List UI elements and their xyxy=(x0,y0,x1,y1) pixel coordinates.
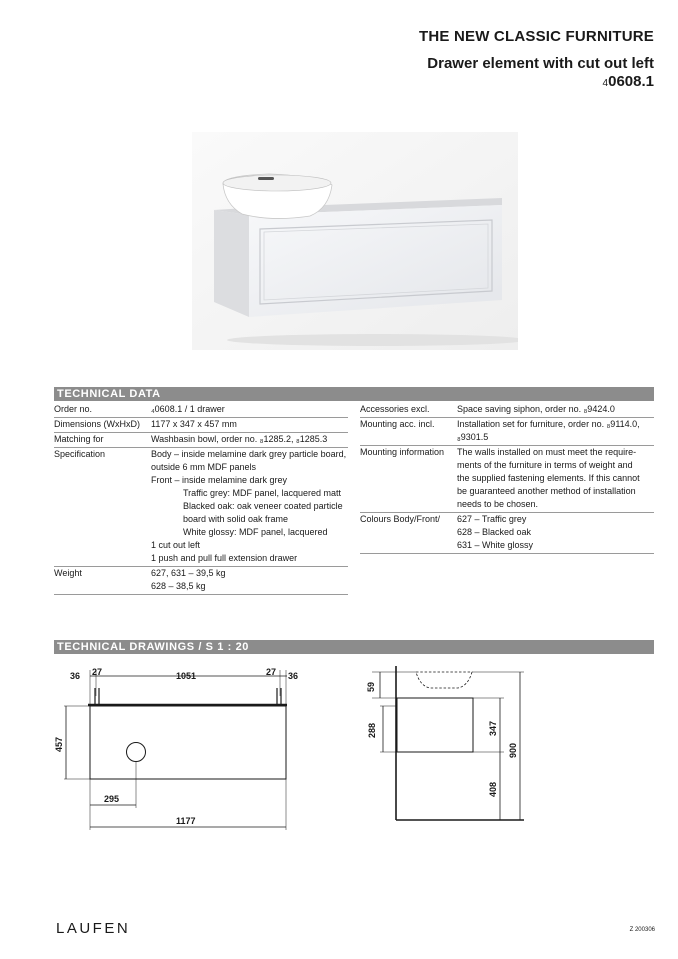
product-title: Drawer element with cut out left xyxy=(427,55,654,72)
spec-row xyxy=(360,418,654,446)
spec-line: The walls installed on must meet the require- xyxy=(457,447,637,457)
dim-label: 900 xyxy=(508,742,518,758)
spec-line: ₈9301.5 xyxy=(457,432,489,442)
section-technical-drawings: TECHNICAL DRAWINGS / S 1 : 20 xyxy=(54,640,654,654)
spec-line: Blacked oak: oak veneer coated particle xyxy=(183,501,343,511)
spec-line: 627, 631 – 39,5 kg xyxy=(151,568,226,578)
spec-value xyxy=(457,403,654,416)
spec-label: Weight xyxy=(54,568,82,578)
bowl-rim xyxy=(223,175,331,191)
side-view-drawing xyxy=(360,664,530,824)
dim-label: 59 xyxy=(366,681,376,692)
product-code xyxy=(419,73,654,90)
document-header xyxy=(419,28,654,90)
spec-label: Accessories excl. xyxy=(360,404,430,414)
spec-row xyxy=(360,403,654,418)
spec-line: the supplied fastening elements. If this cannot xyxy=(457,473,640,483)
dim-label: 1051 xyxy=(176,671,197,681)
spec-row xyxy=(54,403,348,418)
spec-line: 628 – 38,5 kg xyxy=(151,581,206,591)
spec-line: Front – inside melamine dark grey xyxy=(151,475,288,485)
dim-label: 36 xyxy=(288,671,299,681)
cutout-circle xyxy=(127,743,146,762)
spec-line: needs to be chosen. xyxy=(457,499,539,509)
spec-line: 1177 x 347 x 457 mm xyxy=(151,419,237,429)
spec-line: board with solid oak frame xyxy=(183,514,289,524)
spec-table-right xyxy=(360,403,654,554)
spec-row xyxy=(54,433,348,448)
spec-value xyxy=(151,567,348,593)
dim-label: 408 xyxy=(488,781,498,797)
bowl-overflow xyxy=(258,177,274,180)
dim-label: 27 xyxy=(266,667,277,677)
spec-value xyxy=(457,418,654,444)
spec-value xyxy=(151,433,348,446)
spec-label: Mounting information xyxy=(360,447,445,457)
spec-row xyxy=(54,418,348,433)
spec-value xyxy=(151,403,348,416)
spec-label: Specification xyxy=(54,449,106,459)
spec-line: Installation set for furniture, order no. ₈9114.0, xyxy=(457,419,640,429)
dim-label: 288 xyxy=(367,722,377,738)
dim-label: 27 xyxy=(92,667,103,677)
spec-value xyxy=(151,448,348,565)
front-view-drawing xyxy=(50,660,300,835)
spec-line: Space saving siphon, order no. ₈9424.0 xyxy=(457,404,615,414)
spec-value xyxy=(457,446,654,511)
spec-label: Colours Body/Front/ xyxy=(360,514,441,524)
dim-label: 295 xyxy=(104,794,120,804)
spec-line: outside 6 mm MDF panels xyxy=(151,462,257,472)
code-number: 0608.1 xyxy=(608,73,654,90)
cabinet-side-outline xyxy=(397,698,473,752)
spec-row xyxy=(360,446,654,513)
floor-shadow xyxy=(227,334,518,346)
series-title: THE NEW CLASSIC FURNITURE xyxy=(419,28,654,45)
spec-line: White glossy: MDF panel, lacquered xyxy=(183,527,328,537)
spec-line: Washbasin bowl, order no. ₈1285.2, ₈1285.3 xyxy=(151,434,328,444)
dim-label: 347 xyxy=(488,720,498,736)
spec-value xyxy=(151,418,348,431)
spec-value xyxy=(457,513,654,552)
spec-line: Body – inside melamine dark grey particle board, xyxy=(151,449,347,459)
brand-logo: LAUFEN xyxy=(56,920,131,937)
spec-line: ₄0608.1 / 1 drawer xyxy=(151,404,225,414)
spec-line: ments of the furniture in terms of weight and xyxy=(457,460,633,470)
spec-label: Order no. xyxy=(54,404,93,414)
section-technical-data: TECHNICAL DATA xyxy=(54,387,654,401)
spec-table-left xyxy=(54,403,348,595)
spec-label: Mounting acc. incl. xyxy=(360,419,435,429)
bowl-outline xyxy=(416,672,472,688)
spec-label: Dimensions (WxHxD) xyxy=(54,419,141,429)
spec-line: 628 – Blacked oak xyxy=(457,527,532,537)
product-photo xyxy=(192,132,518,350)
spec-line: 1 cut out left xyxy=(151,540,201,550)
spec-line: 1 push and pull full extension drawer xyxy=(151,553,298,563)
spec-label: Matching for xyxy=(54,434,104,444)
spec-line: Traffic grey: MDF panel, lacquered matt xyxy=(183,488,342,498)
dim-label: 457 xyxy=(54,736,64,752)
cabinet-outline xyxy=(90,706,286,779)
cabinet-side xyxy=(214,210,249,317)
spec-line: be guaranteed another method of installation xyxy=(457,486,636,496)
dim-label: 36 xyxy=(70,671,81,681)
document-reference: Z 200306 xyxy=(629,927,655,933)
spec-line: 631 – White glossy xyxy=(457,540,534,550)
spec-line: 627 – Traffic grey xyxy=(457,514,527,524)
cabinet-front xyxy=(249,205,502,317)
code-prefix: 4 xyxy=(602,78,609,89)
spec-row xyxy=(360,513,654,554)
dim-label: 1177 xyxy=(176,816,196,826)
spec-row xyxy=(54,448,348,567)
spec-row xyxy=(54,567,348,595)
